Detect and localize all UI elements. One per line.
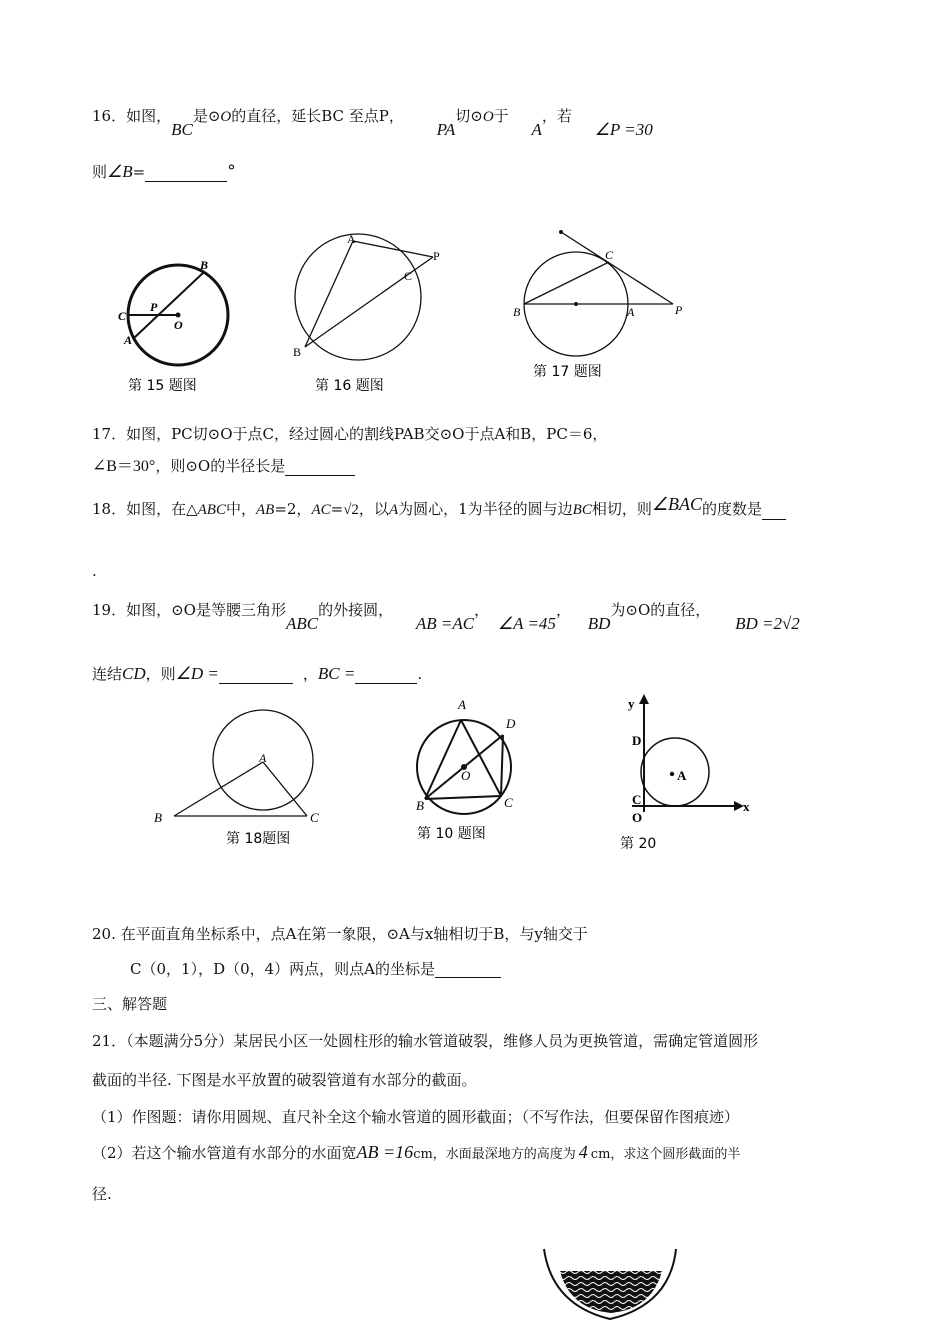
fig15-center-dot — [176, 313, 181, 318]
q20-line1: 20. 在平面直角坐标系中，点A在第一象限，⊙A与x轴相切于B，与y轴交于 — [92, 925, 588, 943]
fig10-caption: 第 10 题图 — [417, 826, 486, 842]
fig10-label-a: A — [458, 697, 466, 712]
fig18-side-ac — [263, 762, 307, 816]
fig17-label-a: A — [627, 305, 635, 319]
pipe-cross-section-figure — [530, 1245, 690, 1344]
q18-line1: 18．如图，在△ABC中，AB=2，AC=√2，以A为圆心，1为半径的圆与边BC相切，则∠BAC的度数是 — [92, 498, 786, 520]
q20-line2: C（0，1），D（0，4）两点，则点A的坐标是 — [130, 960, 501, 978]
section-heading: 三、解答题 — [92, 995, 168, 1013]
answer-blank-d — [219, 683, 293, 684]
fig16-label-a: A — [347, 232, 356, 246]
fig20-label-d: D — [632, 733, 642, 748]
q19-line1: 19．如图，⊙O是等腰三角形ABC的外接圆， AB =AC， ∠A =45， BD为⊙O的直径， BD =2√2 — [92, 601, 800, 633]
fig10-side-bc — [425, 796, 501, 799]
answer-blank-bc — [355, 683, 417, 684]
answer-blank — [435, 977, 501, 978]
figure-18 — [150, 700, 335, 850]
pipe-water-area — [560, 1271, 662, 1313]
fig20-label-y: y — [628, 696, 635, 711]
math-a: A — [531, 120, 542, 139]
fig17-tangent-line — [561, 232, 673, 304]
math-angle-p: ∠P =30 — [594, 120, 653, 139]
fig17-chord-bc — [524, 262, 609, 304]
q21-line2: 截面的半径. 下图是水平放置的破裂管道有水部分的截面。 — [92, 1071, 477, 1089]
fig18-caption: 第 18题图 — [226, 831, 291, 847]
fig10-side-ab — [425, 720, 461, 799]
fig18-label-b: B — [154, 810, 162, 825]
math-bc: BC — [171, 120, 193, 139]
fig10-label-d: D — [506, 716, 516, 731]
q19-line2: 连结CD，则∠D = ，BC = . — [92, 664, 423, 683]
fig17-label-p: P — [675, 303, 683, 317]
figure-15 — [110, 250, 250, 400]
q17-line1: 17．如图，PC切⊙O于点C，经过圆心的割线PAB交⊙O于点A和B，PC＝6， — [92, 425, 608, 443]
fig16-label-c: C — [404, 269, 413, 283]
q18-line2: . — [92, 562, 97, 580]
answer-blank — [285, 475, 355, 476]
fig15-label-a: A — [124, 333, 133, 347]
fig15-label-c: C — [118, 309, 127, 323]
q21-line3: （1）作图题：请你用圆规、直尺补全这个输水管道的圆形截面；（不写作法，但要保留作图痕迹） — [92, 1108, 740, 1126]
math-pa: PA — [436, 120, 456, 139]
fig17-end-dot — [559, 230, 563, 234]
fig20-y-arrow — [639, 694, 649, 704]
q16-line1: 16．如图，BC是⊙O的直径，延长BC 至点P， PA切⊙O于 A，若 ∠P =30 — [92, 107, 653, 139]
fig20-label-x: x — [743, 799, 750, 814]
fig20-center-dot — [670, 772, 674, 776]
fig15-label-p: P — [150, 300, 158, 314]
fig17-caption: 第 17 题图 — [533, 364, 602, 380]
fig20-label-c: C — [632, 792, 642, 807]
fig20-label-a: A — [677, 768, 687, 783]
fig10-label-b: B — [416, 798, 424, 813]
figure-20 — [612, 690, 757, 855]
fig18-label-c: C — [310, 810, 319, 825]
fig20-circle — [641, 738, 709, 806]
fig20-caption: 第 20 — [620, 836, 657, 852]
fig16-label-b: B — [293, 345, 302, 359]
fig17-center-dot — [574, 302, 578, 306]
figure-16 — [285, 232, 465, 400]
fig15-chord-ab — [134, 272, 204, 338]
fig10-label-c: C — [504, 795, 513, 810]
answer-blank — [145, 181, 227, 182]
figure-10 — [405, 695, 540, 845]
fig16-tangent-ap — [353, 241, 433, 257]
fig10-segment-cd — [501, 735, 503, 796]
fig15-caption: 第 15 题图 — [128, 378, 197, 394]
fig15-label-o: O — [174, 318, 183, 332]
answer-blank — [762, 519, 786, 520]
figure-17 — [505, 222, 695, 387]
fig16-chord-ab — [305, 241, 353, 347]
fig20-label-o: O — [632, 810, 643, 825]
fig17-label-c: C — [605, 248, 614, 262]
fig16-secant-bp — [305, 257, 433, 347]
fig16-label-p: P — [433, 249, 440, 263]
q21-line5: 径. — [92, 1185, 112, 1203]
fig10-label-o: O — [461, 768, 471, 783]
q16-line2: 则∠B= ° — [92, 162, 236, 182]
q21-line1: 21．（本题满分5分）某居民小区一处圆柱形的输水管道破裂，维修人员为更换管道，需确定管道圆形 — [92, 1032, 759, 1050]
fig16-caption: 第 16 题图 — [315, 378, 384, 394]
q17-line2: ∠B＝30°，则⊙O的半径长是 — [92, 456, 355, 476]
fig15-label-b: B — [200, 258, 209, 272]
q21-line4: （2）若这个输水管道有水部分的水面宽AB =16cm，水面最深地方的高度为 4 cm，求这个圆形截面的半 — [92, 1142, 741, 1162]
fig18-label-a: A — [259, 751, 267, 765]
fig17-label-b: B — [513, 305, 521, 319]
